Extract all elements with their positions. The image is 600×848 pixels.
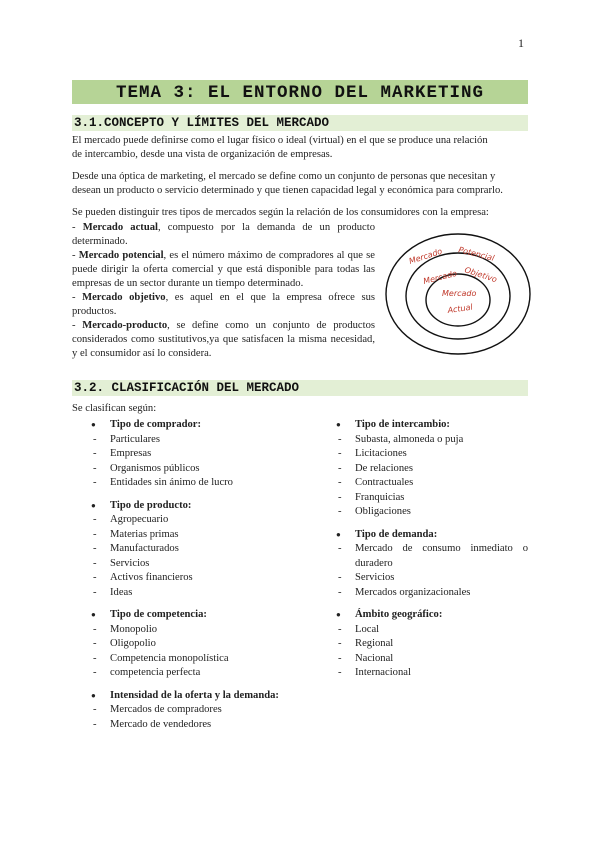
list-item: - Mercado de vendedores: [91, 718, 281, 733]
right-group: [336, 528, 528, 601]
paragraph-2-line-1: Desde una óptica de marketing, el mercado se define como un conjunto de personas que necesitan y: [72, 171, 496, 182]
list-item: - Entidades sin ánimo de lucro: [91, 476, 281, 491]
right-group: [336, 418, 528, 520]
list-item: - Mercados de compradores: [91, 703, 281, 718]
list-item: - Nacional: [336, 652, 528, 667]
list-item: - Subasta, almoneda o puja: [336, 433, 528, 448]
market-producto: - Mercado-producto, se define como un conjunto de productos considerados como sustitutivos,ya que satisfacen la misma necesidad, y el consumidor así lo considera.: [72, 320, 375, 359]
classification-left-column: [91, 418, 281, 740]
group-title: ● Tipo de demanda:: [336, 528, 528, 543]
list-item: - Oligopolio: [91, 637, 281, 652]
list-item: - Organismos públicos: [91, 462, 281, 477]
label-objetivo-2: Objetivo: [463, 265, 499, 285]
list-item: - Manufacturados: [91, 542, 281, 557]
list-item: - Agropecuario: [91, 513, 281, 528]
page-title: TEMA 3: EL ENTORNO DEL MARKETING: [115, 83, 485, 103]
list-item: - Activos financieros: [91, 571, 281, 586]
list-item: - Servicios: [91, 557, 281, 572]
list-item: - Particulares: [91, 433, 281, 448]
group-title: ● Tipo de intercambio:: [336, 418, 528, 433]
group-title: ● Tipo de competencia:: [91, 608, 281, 623]
list-item: - Ideas: [91, 586, 281, 601]
label-actual-2: Actual: [447, 302, 474, 315]
list-item: - De relaciones: [336, 462, 528, 477]
section-1-heading: 3.1.CONCEPTO Y LÍMITES DEL MERCADO: [74, 116, 330, 130]
paragraph-3: Se pueden distinguir tres tipos de mercados según la relación de los consumidores con la empresa:: [72, 207, 489, 218]
group-title: ● Tipo de comprador:: [91, 418, 281, 433]
list-item: - Regional: [336, 637, 528, 652]
group-title: ● Intensidad de la oferta y la demanda:: [91, 689, 281, 704]
group-title: ● Ámbito geográfico:: [336, 608, 528, 623]
list-item: - Obligaciones: [336, 505, 528, 520]
market-circles-diagram: [384, 232, 532, 356]
paragraph-1: [72, 134, 532, 162]
paragraph-2-line-2: desean un producto o servicio determinado y que tienen capacidad legal y económica para comprarlo.: [72, 185, 503, 196]
left-group: [91, 608, 281, 681]
market-types-list: [72, 221, 375, 361]
paragraph-2: [72, 170, 532, 198]
market-potencial: - Mercado potencial, es el número máximo de compradores al que se puede dirigir la oferta comercial y que está disponible para todas las empresas de un sector durante un tiempo determinado.: [72, 250, 375, 289]
left-group: [91, 689, 281, 733]
right-group: [336, 608, 528, 681]
paragraph-1-line-1: El mercado puede definirse como el lugar físico o ideal (virtual) en el que se produce una relación: [72, 135, 488, 146]
list-item: - Licitaciones: [336, 447, 528, 462]
paragraph-1-line-2: de intercambio, desde una vista de organización de empresas.: [72, 149, 333, 160]
section-2-heading: 3.2. CLASIFICACIÓN DEL MERCADO: [74, 381, 300, 395]
market-actual: - Mercado actual, compuesto por la demanda de un producto determinado.: [72, 222, 375, 247]
list-item: - Materias primas: [91, 528, 281, 543]
list-item: - Mercados organizacionales: [336, 586, 528, 601]
classification-right-column: [336, 418, 528, 689]
left-group: [91, 499, 281, 601]
list-item: - Monopolio: [91, 623, 281, 638]
list-item: - Contractuales: [336, 476, 528, 491]
list-item: - Local: [336, 623, 528, 638]
list-item: - competencia perfecta: [91, 666, 281, 681]
label-potencial-2: Potencial: [457, 245, 496, 263]
label-actual-1: Mercado: [442, 289, 477, 298]
group-title: ● Tipo de producto:: [91, 499, 281, 514]
list-item: - Servicios: [336, 571, 528, 586]
market-objetivo: - Mercado objetivo, es aquel en el que la empresa ofrece sus productos.: [72, 292, 375, 317]
classification-intro: Se clasifican según:: [72, 403, 157, 414]
page-number: 1: [518, 36, 524, 50]
list-item: - Competencia monopolística: [91, 652, 281, 667]
list-item: - Empresas: [91, 447, 281, 462]
left-group: [91, 418, 281, 491]
label-potencial-1: Mercado: [407, 246, 444, 266]
list-item: - Franquicias: [336, 491, 528, 506]
label-objetivo-1: Mercado: [422, 268, 458, 286]
list-item: - Mercado de consumo inmediato o duradero: [336, 542, 528, 571]
list-item: - Internacional: [336, 666, 528, 681]
